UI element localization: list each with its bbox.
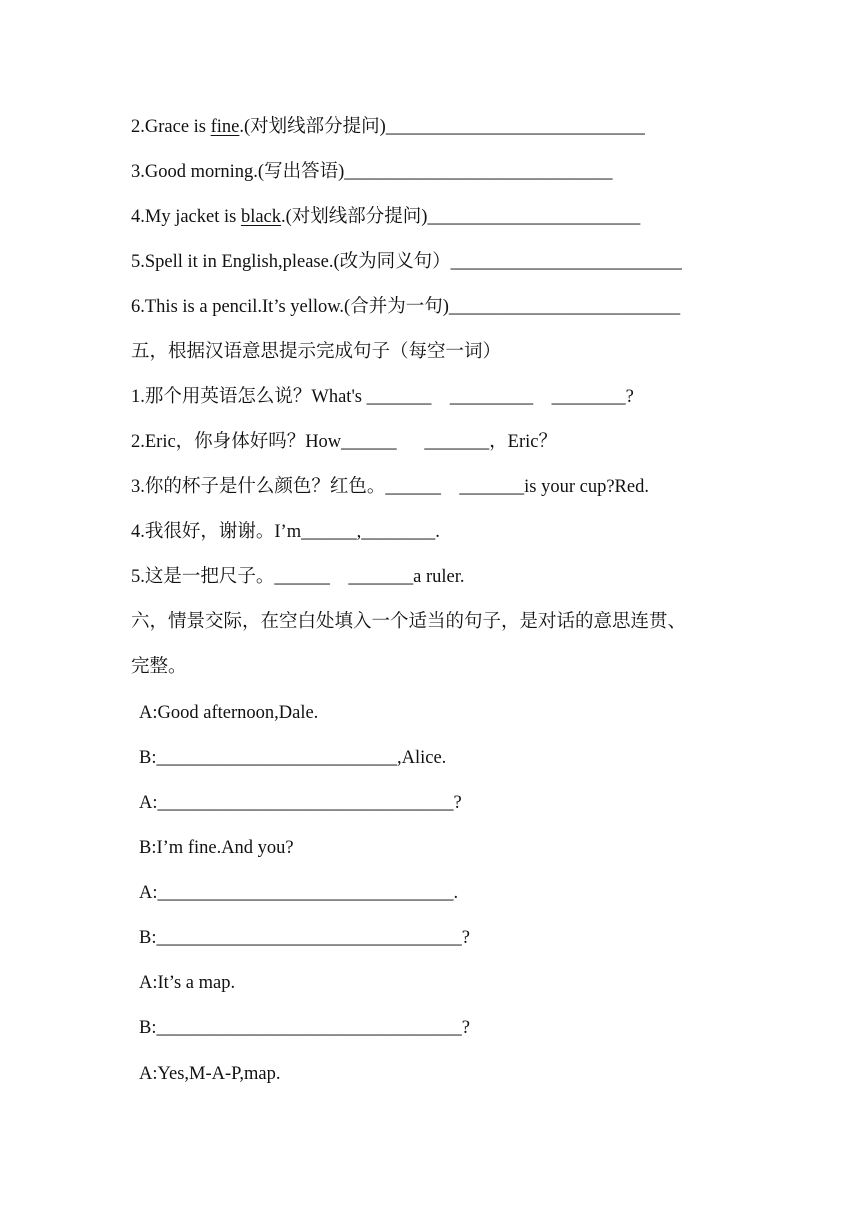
question-4-4-pre: 4.My jacket is: [131, 207, 241, 227]
section-6-heading-line-2: 完整。: [131, 657, 187, 677]
question-5-3: 3.你的杯子是什么颜色？红色。______ _______is your cup?Red.: [131, 477, 649, 497]
dialogue-line: A:It’s a map.: [139, 973, 236, 993]
dialogue-line: A:Good afternoon,Dale.: [139, 703, 319, 723]
question-5-2: 2.Eric，你身体好吗？How______ _______，Eric？: [131, 432, 557, 452]
question-4-4-underlined-word: black: [240, 207, 282, 227]
question-5-1: 1.那个用英语怎么说？What's _______ _________ ________?: [131, 387, 634, 407]
dialogue-line: B:__________________________,Alice.: [139, 748, 447, 768]
question-4-2-underlined-word: fine: [210, 117, 240, 137]
dialogue-line: A:________________________________?: [139, 793, 462, 813]
question-4-2: [131, 115, 645, 139]
section-5-heading: 五，根据汉语意思提示完成句子（每空一词）: [131, 342, 502, 362]
question-4-4-post: .(对划线部分提问)_______________________: [281, 207, 641, 227]
dialogue-line: B:_________________________________?: [139, 928, 470, 948]
question-4-2-pre: 2.Grace is: [131, 117, 211, 137]
question-4-3: 3.Good morning.(写出答语)_____________________________: [131, 162, 613, 182]
question-5-5: 5.这是一把尺子。______ _______a ruler.: [131, 567, 465, 587]
question-4-5: 5.Spell it in English,please.(改为同义句）_________________________: [131, 252, 682, 272]
dialogue-line: A:________________________________.: [139, 883, 459, 903]
dialogue-line: A:Yes,M-A-P,map.: [139, 1064, 281, 1084]
question-4-6: 6.This is a pencil.It’s yellow.(合并为一句)_________________________: [131, 297, 681, 317]
question-5-4: 4.我很好，谢谢。I’m______,________.: [131, 522, 440, 542]
question-4-2-post: .(对划线部分提问)____________________________: [239, 117, 645, 137]
dialogue-line: B:_________________________________?: [139, 1018, 470, 1038]
question-4-4: [131, 205, 640, 229]
dialogue-line: B:I’m fine.And you?: [139, 838, 294, 858]
section-6-heading-line-1: 六，情景交际，在空白处填入一个适当的句子，是对话的意思连贯、: [131, 612, 687, 632]
